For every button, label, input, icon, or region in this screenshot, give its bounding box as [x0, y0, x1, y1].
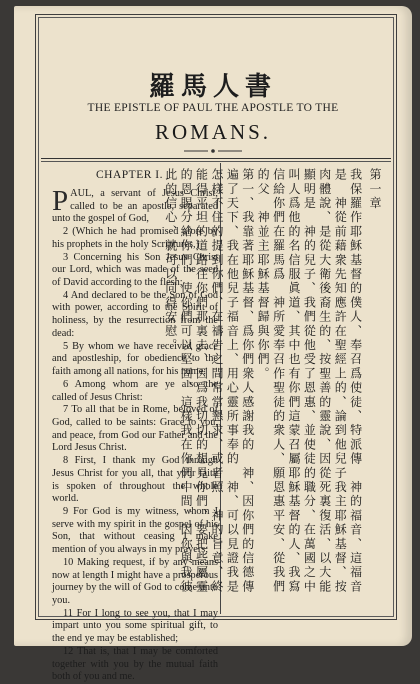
header-rule: [41, 158, 391, 159]
bible-page: [14, 6, 412, 683]
chinese-chapter-heading: 第一章: [368, 168, 382, 211]
verse: 9 For God is my witness, whom I serve with my spirit in the gospel of his Son, that without ceasing I make mention of you always in my prayers;: [52, 505, 218, 556]
verse: 3 Concerning his Son Jesus Christ our Lord, which was made of the seed of David according to the flesh;: [52, 251, 218, 289]
chinese-book-title: 羅馬人書: [148, 72, 277, 102]
header-rule-thin: [41, 161, 391, 162]
verse: 5 By whom we have received grace and apostleship, for obedience to the faith among all nations, for his name:: [52, 340, 218, 378]
chinese-paragraph: 我保羅作耶穌基督的僕人、奉召爲使徒、特派傳 神的福音、這福音是 神從前藉衆先知應許在聖經上的、論到他兒子我主耶穌基督、按肉體說、是從大衛後裔生的、按聖善的靈說、因從死裏復活、以大能顯明是 神的兒子、我們從他受了恩惠、並使徒的職分、在萬國之中叫人爲他的名信服眞道、其中也有你們這蒙召屬耶穌基督的人、我寫信給你們在羅馬爲 神所愛奉召作聖徒的衆人、願恩惠平安、從我們的父 神並主耶穌基督歸與你們。: [256, 168, 363, 594]
verse: 4 And declared to be the Son of God with power, according to the Spirit of holiness, by the resurrection from the dead:: [52, 289, 218, 339]
verse: 10 Making request, if by any means now at length I might have a prosperous journey by the will of God to come unto you.: [52, 556, 218, 606]
drop-cap: P: [52, 185, 69, 217]
chinese-text-column: [162, 168, 382, 608]
verse: 11 For I long to see you, that I may impart unto you some spiritual gift, to the end ye may be established;: [52, 607, 218, 645]
book-title: ROMANS.: [154, 120, 272, 144]
verse-1-text: AUL, a servant of Jesus Christ, called to be an apostle, separated unto the gospel of God,: [52, 188, 218, 225]
chapter-heading: CHAPTER I.: [96, 169, 163, 181]
verse: 2 (Which he had promised afore by his prophets in the holy Scriptures,): [52, 226, 218, 250]
ornament-divider: [184, 149, 242, 153]
verse: 6 Among whom are ye also the called of Jesus Christ:: [52, 378, 218, 403]
verse: 12 That is, that I may be comforted together with you by the mutual faith both of you and me.: [52, 645, 218, 683]
epistle-subtitle: THE EPISTLE OF PAUL THE APOSTLE TO THE: [87, 102, 339, 114]
verse: 8 First, I thank my God through Jesus Christ for you all, that your faith is spoken of throughout the whole world.: [52, 455, 218, 505]
verse: 7 To all that be in Rome, beloved of God, called to be saints: Grace to you, and peace, from God our Father and the Lord Jesus Christ.: [52, 404, 218, 454]
chinese-paragraph: 第一、我靠著耶穌基督、爲你們衆人感謝我的 神、因你們的信德傳遍了天下、我在他兒子福音上、用心靈所事奉的 神、可以見證我是怎樣不住的提到你們、在禱告之間常常懇求、或者照 神的旨意、終能得平坦的道路往你們那裏去、因爲我切切的想見你們、要把些屬靈的恩賜分給你們、使你們可以堅固、這樣我在你們中間、因你與我彼此的信心、就可以同得安慰。: [163, 168, 255, 594]
